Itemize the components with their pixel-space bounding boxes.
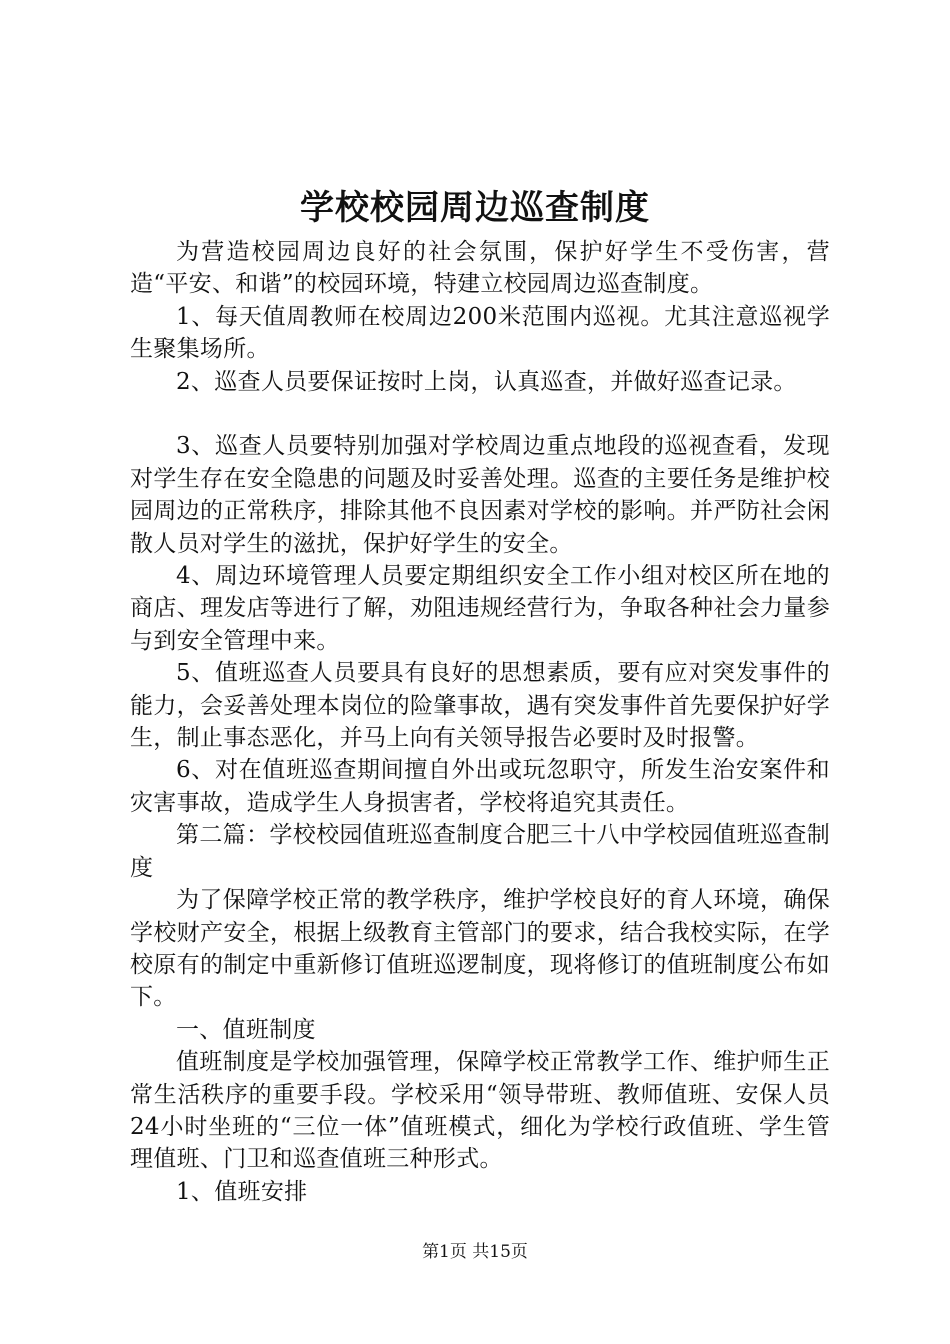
duty-system-paragraph: 值班制度是学校加强管理，保障学校正常教学工作、维护师生正常生活秩序的重要手段。学校采用“领导带班、教师值班、安保人员24小时坐班的“三位一体”值班模式，细化为学校行政值班、学生管理值班、门卫和巡查值班三种形式。	[130, 1049, 830, 1173]
rule-2-paragraph: 2、巡查人员要保证按时上岗，认真巡查，并做好巡查记录。	[176, 368, 797, 395]
intro-paragraph: 为营造校园周边良好的社会氛围，保护好学生不受伤害，营造“平安、和谐”的校园环境，特建立校园周边巡查制度。	[130, 239, 830, 298]
subsection-duty-arrangement: 1、值班安排	[176, 1178, 308, 1205]
rule-3-paragraph: 3、巡查人员要特别加强对学校周边重点地段的巡视查看，发现对学生存在安全隐患的问题及时妥善处理。巡查的主要任务是维护校园周边的正常秩序，排除其他不良因素对学校的影响。并严防社会闲散人员对学生的滋扰，保护好学生的安全。	[130, 433, 830, 557]
section-heading-duty-system: 一、值班制度	[176, 1016, 316, 1043]
document-body	[130, 236, 830, 1208]
second-article-intro: 为了保障学校正常的教学秩序，维护学校良好的育人环境，确保学校财产安全，根据上级教育主管部门的要求，结合我校实际，在学校原有的制定中重新修订值班巡逻制度，现将修订的值班制度公布如下。	[130, 887, 830, 1011]
rule-5-paragraph: 5、值班巡查人员要具有良好的思想素质，要有应对突发事件的能力，会妥善处理本岗位的险肇事故，遇有突发事件首先要保护好学生，制止事态恶化，并马上向有关领导报告必要时及时报警。	[130, 660, 830, 752]
rule-4-paragraph: 4、周边环境管理人员要定期组织安全工作小组对校区所在地的商店、理发店等进行了解，劝阻违规经营行为，争取各种社会力量参与到安全管理中来。	[130, 563, 830, 654]
rule-1-paragraph: 1、每天值周教师在校周边200米范围内巡视。尤其注意巡视学生聚集场所。	[130, 303, 830, 363]
blank-line	[130, 398, 830, 430]
document-title: 学校校园周边巡查制度	[300, 188, 650, 228]
rule-6-paragraph: 6、对在值班巡查期间擅自外出或玩忽职守，所发生治安案件和灾害事故，造成学生人身损害者，学校将追究其责任。	[130, 757, 830, 816]
page-number-footer: 第1页 共15页	[422, 1242, 528, 1262]
second-article-heading: 第二篇：学校校园值班巡查制度合肥三十八中学校园值班巡查制度	[130, 822, 830, 881]
